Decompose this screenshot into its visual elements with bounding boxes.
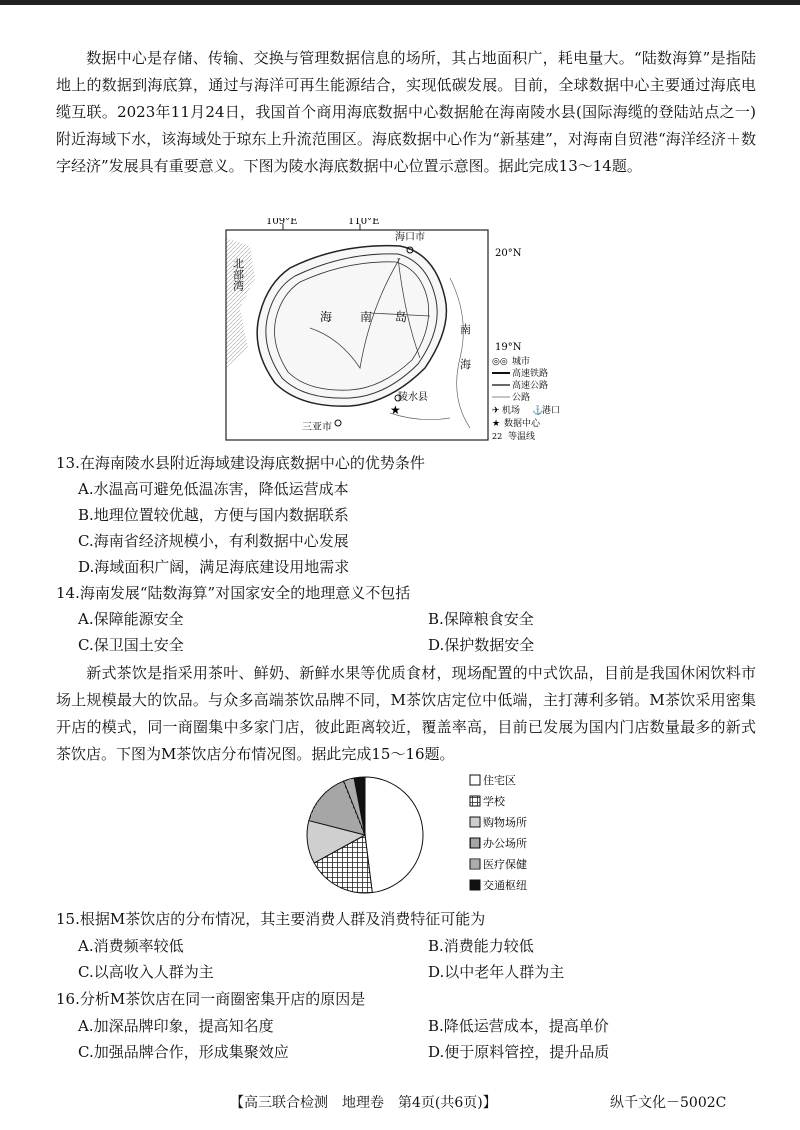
legend-label-medical: 医疗保健 xyxy=(483,858,527,871)
legend-label-transport: 交通枢纽 xyxy=(483,879,527,892)
question-15: 15.根据M茶饮店的分布情况，其主要消费人群及消费特征可能为 xyxy=(56,910,486,928)
passage-tea-shop xyxy=(56,660,756,768)
label-beibuwan: 北部湾 xyxy=(231,258,245,291)
legend-road: 公路 xyxy=(512,393,531,403)
label-haikou: 海口市 xyxy=(395,232,425,243)
tea-shop-pie-chart xyxy=(300,770,660,900)
hainan-island xyxy=(257,246,446,406)
q13-option-b[interactable]: B.地理位置较优越，方便与国内数据联系 xyxy=(78,506,349,524)
label-nan: 南 xyxy=(360,310,373,324)
q15-option-c[interactable]: C.以高收入人群为主 xyxy=(78,963,214,981)
legend-airport: 机场 xyxy=(502,406,521,416)
legend-label-office: 办公场所 xyxy=(483,837,527,850)
svg-text:⚓: ⚓ xyxy=(532,406,544,416)
legend-swatch-school xyxy=(470,796,480,806)
q13-option-d[interactable]: D.海域面积广阔，满足海底建设用地需求 xyxy=(78,558,350,576)
legend-swatch-shopping xyxy=(470,817,480,827)
legend-data-center: 数据中心 xyxy=(504,419,541,429)
q16-option-a[interactable]: A.加深品牌印象，提高知名度 xyxy=(78,1017,274,1035)
passage-data-center-text: 数据中心是存储、传输、交换与管理数据信息的场所，其占地面积广，耗电量大。“陆数海算”是指陆地上的数据到海底算，通过与海洋可再生能源结合，实现低碳发展。目前，全球数据中心主要通过海底电缆互联。2023年11月24日，我国首个商用海底数据中心数据舱在海南陵水县(国际海缆的登陆站点之一)附近海域下水，该海域处于琼东上升流范围区。海底数据中心作为“新基建”，对海南自贸港“海洋经济＋数字经济”发展具有重要意义。下图为陵水海底数据中心位置示意图。据此完成13～14题。 xyxy=(56,49,756,175)
legend-swatch-residential xyxy=(470,775,480,785)
isotherm-line xyxy=(450,278,470,428)
q16-option-c[interactable]: C.加强品牌合作，形成集聚效应 xyxy=(78,1043,289,1061)
label-hai: 海 xyxy=(320,310,333,324)
legend-label-shopping: 购物场所 xyxy=(483,816,527,829)
q14-option-b[interactable]: B.保障粮食安全 xyxy=(428,610,534,628)
q14-option-a[interactable]: A.保障能源安全 xyxy=(78,610,184,628)
passage-tea-shop-text: 新式茶饮是指采用茶叶、鲜奶、新鲜水果等优质食材，现场配置的中式饮品，目前是我国休闲饮料市场上规模最大的饮品。与众多高端茶饮品牌不同，M茶饮店定位中低端，主打薄利多销。M茶饮采用密集开店的模式，同一商圈集中多家门店，彼此距离较近，覆盖率高，目前已发展为国内门店数量最多的新式茶饮店。下图为M茶饮店分布情况图。据此完成15～16题。 xyxy=(56,664,756,763)
city-icon xyxy=(335,420,341,426)
map-legend xyxy=(492,355,560,442)
data-center-star-icon: ★ xyxy=(390,403,401,417)
label-dao: 岛 xyxy=(395,310,408,324)
q15-option-a[interactable]: A.消费频率较低 xyxy=(78,937,184,955)
svg-text:★: ★ xyxy=(492,419,501,429)
legend-swatch-transport xyxy=(470,880,480,890)
legend-isotherm: 等温线 xyxy=(508,432,536,442)
label-sea-nan: 南 xyxy=(460,323,471,336)
legend-isotherm-value: 22 xyxy=(492,432,503,441)
question-13: 13.在海南陵水县附近海域建设海底数据中心的优势条件 xyxy=(56,454,425,472)
label-lingshui: 陵水县 xyxy=(398,392,428,403)
label-sanya: 三亚市 xyxy=(302,422,332,433)
lon-110-label: 110°E xyxy=(348,218,380,227)
passage-data-center xyxy=(56,45,756,180)
hainan-map xyxy=(220,218,600,450)
lat-19-label: 19°N xyxy=(495,342,522,353)
legend-swatch-office xyxy=(470,838,480,848)
legend-label-residential: 住宅区 xyxy=(483,774,516,787)
legend-label-school: 学校 xyxy=(483,795,505,808)
footer-exam-info: 【高三联合检测 地理卷 第4页(共6页)】 xyxy=(230,1095,497,1111)
legend-port: 港口 xyxy=(542,406,561,416)
lon-109-label: 109°E xyxy=(266,218,298,227)
pie-slices xyxy=(307,777,423,893)
q14-option-c[interactable]: C.保卫国土安全 xyxy=(78,636,184,654)
legend-expressway: 高速公路 xyxy=(512,381,549,391)
legend-railway: 高速铁路 xyxy=(512,369,549,379)
top-border xyxy=(0,0,800,5)
q15-option-b[interactable]: B.消费能力较低 xyxy=(428,937,534,955)
label-sea-hai: 海 xyxy=(460,358,471,371)
pie-legend xyxy=(470,774,527,892)
question-14: 14.海南发展“陆数海算”对国家安全的地理意义不包括 xyxy=(56,584,411,602)
q13-option-a[interactable]: A.水温高可避免低温冻害，降低运营成本 xyxy=(78,480,349,498)
pie-slice-residential xyxy=(365,777,423,893)
q13-option-c[interactable]: C.海南省经济规模小，有利数据中心发展 xyxy=(78,532,349,550)
q16-option-d[interactable]: D.便于原料管控，提升品质 xyxy=(428,1043,610,1061)
q15-option-d[interactable]: D.以中老年人群为主 xyxy=(428,963,565,981)
lat-20-label: 20°N xyxy=(495,248,522,259)
footer-publisher: 纵千文化－5002C xyxy=(610,1095,727,1111)
legend-city: 城市 xyxy=(512,357,531,367)
q16-option-b[interactable]: B.降低运营成本，提高单价 xyxy=(428,1017,609,1035)
svg-text:◎◎: ◎◎ xyxy=(492,357,508,367)
question-16: 16.分析M茶饮店在同一商圈密集开店的原因是 xyxy=(56,990,366,1008)
legend-swatch-medical xyxy=(470,859,480,869)
q14-option-d[interactable]: D.保护数据安全 xyxy=(428,636,535,654)
svg-text:✈: ✈ xyxy=(492,406,500,416)
